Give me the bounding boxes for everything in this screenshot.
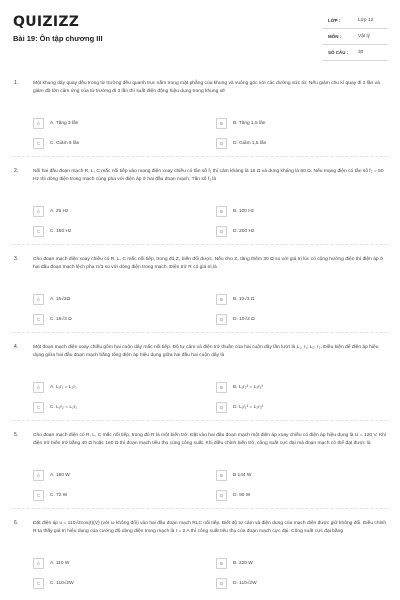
question-number: 5. — [14, 432, 19, 438]
option-text: D. 90 W — [233, 492, 251, 498]
option-a[interactable] — [33, 468, 70, 482]
option-text: B. 10√3 Ω — [233, 296, 255, 302]
option-text: A. L₁r₁ = L₂r₂ — [50, 384, 77, 390]
option-a[interactable] — [33, 292, 70, 306]
option-a[interactable] — [33, 556, 69, 570]
option-letter: B — [216, 470, 227, 481]
option-letter: C — [33, 490, 44, 501]
page-title: Bài 19: Ôn tập chương III — [13, 34, 103, 43]
option-text: A. Tăng 3 lần — [50, 120, 79, 126]
divider — [12, 508, 388, 509]
option-letter: D — [216, 402, 227, 413]
option-letter: D — [216, 138, 227, 149]
divider — [12, 332, 388, 333]
quizizz-logo: QUIZIZZ — [13, 14, 80, 30]
option-d[interactable] — [216, 312, 255, 326]
option-text: B. 220 W — [233, 560, 253, 566]
option-d[interactable] — [216, 576, 257, 590]
question-text: Nối hai đầu đoạn mạch R, L, C mắc nối tiếp vào mạng điện xoay chiều có tần số f₁ thì cảm kháng là 15 Ω và dung kháng là 60 Ω. Nếu mạng điện có tần số f₂ = 50 Hz thì dòng điện trong mạch cùng pha với điện áp ở hai đầu đoạn mạch. Tần số f₁ là — [33, 169, 384, 182]
option-text: A. 15√2Ω — [50, 296, 71, 302]
option-b[interactable] — [216, 204, 254, 218]
info-value: Lớp 12 — [358, 18, 374, 23]
option-d[interactable] — [216, 488, 250, 502]
divider — [12, 156, 388, 157]
option-letter: B — [216, 206, 227, 217]
info-table — [322, 13, 388, 61]
option-text: C. 72 W — [50, 492, 68, 498]
info-value: Vật lý — [358, 34, 370, 39]
question-text: Một đoạn mạch điện xoay chiều gồm hai cuộn dây mắc nối tiếp. Độ tự cảm và điện trở thuần của hai cuộn dây lần lượt là L₁, r₁; L₂, r₂. Điều kiện để điện áp hiệu dụng giữa hai đầu đoạn mạch bằng tổng điện áp hiệu dụng giữa hai đầu hai cuộn dây là — [33, 345, 379, 358]
option-d[interactable] — [216, 400, 263, 414]
option-text: D. 200 Hz — [233, 228, 255, 234]
option-b[interactable] — [216, 292, 254, 306]
option-letter: C — [33, 314, 44, 325]
option-b[interactable] — [216, 556, 253, 570]
option-letter: B — [216, 294, 227, 305]
info-label: SỐ CÂU : — [328, 50, 349, 55]
option-letter: D — [216, 490, 227, 501]
option-letter: B — [216, 382, 227, 393]
option-letter: C — [33, 402, 44, 413]
option-letter: C — [33, 138, 44, 149]
info-value: 30 — [358, 50, 364, 55]
option-text: B. 100 Hz — [233, 208, 255, 214]
option-b[interactable] — [216, 380, 263, 394]
option-text: B 144 W — [233, 472, 252, 478]
option-text: B. Tăng 1,5 lần — [233, 120, 266, 126]
divider — [12, 420, 388, 421]
question-text: Một khung dây quay đều trong từ trường đều quanh trục nằm trong mặt phẳng của khung và vuông góc với các đường sức từ. Nếu giảm chu kì quay đi 2 lần và giảm độ lớn cảm ứng của từ trường đi 3 lần thì suất điện động hiệu dụng trong khung sẽ — [33, 81, 380, 94]
question-number: 6. — [14, 520, 19, 526]
option-c[interactable] — [33, 312, 72, 326]
option-text: C. 15√3 Ω — [50, 316, 72, 322]
option-letter: A — [33, 382, 44, 393]
option-text: D. 110√2W — [233, 580, 257, 586]
question-number: 4. — [14, 344, 19, 350]
option-text: A. 180 W — [50, 472, 70, 478]
option-b[interactable] — [216, 468, 251, 482]
option-text: D. 10√2 Ω — [233, 316, 255, 322]
option-text: C. 110√2W — [50, 580, 74, 586]
option-text: D. L₁r₁² = L₂r₂² — [233, 404, 264, 410]
option-c[interactable] — [33, 136, 79, 150]
option-letter: A — [33, 558, 44, 569]
option-b[interactable] — [216, 116, 265, 130]
option-c[interactable] — [33, 400, 77, 414]
question-text: Đặt điện áp u = 110√2cos(t)(V) (với ω không đổi) vào hai đầu đoạn mạch RLC nối tiếp. Biết độ tự cảm và điện dung của mạch điện được giữ không đổi. Điều chỉnh R ta thấy giá trị hiệu dụng của cường độ dòng điện trong mạch là I = 2 A thì công suất tiêu thụ của đoạn mạch cực đại. Công suất cực đại bằng — [33, 521, 387, 534]
option-text: B. L₁r₂² = L₂r₁² — [233, 384, 264, 390]
option-text: C. L₁r₂ = L₂r₁ — [50, 404, 78, 410]
option-text: C. 150 Hz — [50, 228, 72, 234]
option-c[interactable] — [33, 576, 74, 590]
option-a[interactable] — [33, 380, 77, 394]
document-header — [0, 0, 400, 66]
option-text: A. 110 W — [50, 560, 70, 566]
option-letter: A — [33, 294, 44, 305]
option-letter: D — [216, 578, 227, 589]
question-text: Cho đoạn mạch điện xoay chiều có R, L, C mắc nối tiếp, trong đó Z꜀ biến đổi được. Nếu cho Z꜀ tăng thêm 30 Ω so với giá trị lúc có cộng hưởng điện thì điện áp ở hai đầu đoạn mạch lệch pha π/3 so với dòng điện trong mạch. Điện trở R có giá trị là — [33, 257, 384, 270]
option-text: A. 25 Hz — [50, 208, 69, 214]
option-letter: A — [33, 118, 44, 129]
option-letter: C — [33, 578, 44, 589]
option-a[interactable] — [33, 204, 68, 218]
option-letter: A — [33, 206, 44, 217]
option-d[interactable] — [216, 224, 254, 238]
option-text: C. Giảm 6 lần — [50, 140, 80, 146]
info-row-class — [322, 13, 388, 29]
option-letter: B — [216, 118, 227, 129]
option-d[interactable] — [216, 136, 266, 150]
question-number: 3. — [14, 256, 19, 262]
option-c[interactable] — [33, 224, 71, 238]
option-letter: B — [216, 558, 227, 569]
question-number: 2. — [14, 168, 19, 174]
option-letter: D — [216, 226, 227, 237]
info-label: LỚP : — [328, 18, 341, 23]
option-a[interactable] — [33, 116, 78, 130]
info-label: MÔN : — [328, 34, 342, 39]
option-letter: D — [216, 314, 227, 325]
option-letter: A — [33, 470, 44, 481]
question-text: Cho đoạn mạch điện có R, L, C mắc nối tiếp, trong đó R là một biến trở. Đặt vào hai đầu đoạn mạch một điện áp xoay chiều có điện áp hiệu dụng là U = 120 V. Khi điện trở biến trở bằng 40 Ω hoặc 160 Ω thì đoạn mạch tiêu thụ cùng công suất. Khi điều chỉnh biến trở, công suất cực đại mà đoạn mạch có thể đạt được là — [33, 433, 387, 446]
option-c[interactable] — [33, 488, 67, 502]
divider — [12, 244, 388, 245]
option-letter: C — [33, 226, 44, 237]
option-text: D. Giảm 1,5 lần — [233, 140, 267, 146]
info-row-count — [322, 45, 388, 61]
info-row-subject — [322, 29, 388, 45]
question-number: 1. — [14, 80, 19, 86]
